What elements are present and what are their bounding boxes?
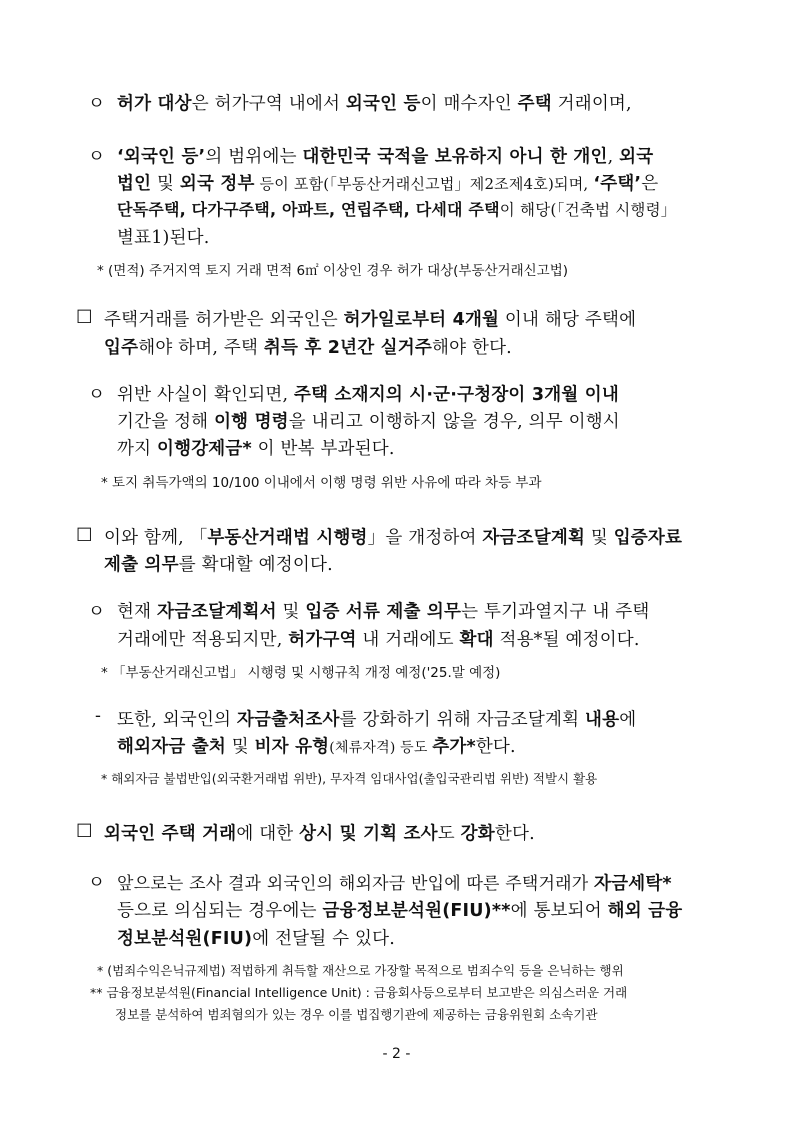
- text: 에: [619, 710, 637, 730]
- bullet-circle: ㅇ: [88, 873, 106, 893]
- paragraph-3-line-2: [104, 334, 512, 359]
- paragraph-1-line-1: [117, 90, 632, 115]
- bold-text: 제출 의무: [104, 555, 179, 575]
- paragraph-2-line-2: [117, 170, 658, 195]
- text: 및: [151, 174, 180, 194]
- bold-text: 외국인 등: [345, 94, 421, 114]
- text: 이 해당(「건축법 시행령」: [499, 201, 677, 219]
- bold-text: 상시 및 기획 조사: [299, 824, 438, 844]
- bold-text: 허가일로부터 4개월: [343, 310, 500, 330]
- bold-text: 부동산거래법 시행령: [207, 528, 368, 548]
- text: 를 확대할 예정이다.: [178, 555, 333, 575]
- text: 에 전달될 수 있다.: [252, 929, 395, 949]
- footnote: * 「부동산거래신고법」 시행령 및 시행규칙 개정 예정('25.말 예정): [101, 665, 501, 681]
- text: 을 내리고 이행하지 않을 경우, 의무 이행시: [288, 412, 620, 432]
- bold-text: 법인: [117, 174, 152, 194]
- bold-text: 자금조달계획: [482, 528, 586, 548]
- text: 를 강화하기 위해 자금조달계획: [339, 710, 585, 730]
- paragraph-2-line-3: [117, 197, 676, 220]
- text: 또한, 외국인의: [117, 710, 237, 730]
- bullet-circle: ㅇ: [88, 147, 106, 167]
- text: 해야 한다.: [432, 338, 512, 358]
- text: 내 거래에도: [356, 630, 460, 650]
- paragraph-9-line-2: [117, 897, 682, 922]
- text: 현재: [117, 602, 157, 622]
- bold-text: 허가 대상: [117, 94, 192, 114]
- text: ,: [607, 147, 620, 167]
- bold-text: 금융정보분석원(FIU)**: [322, 901, 511, 921]
- text: 에 통보되어: [510, 901, 608, 921]
- bold-text: 해외 금융: [607, 901, 683, 921]
- text: 및: [585, 528, 614, 548]
- bold-text: 취득 후 2년간 실거주: [263, 338, 432, 358]
- text: 주택거래를 허가받은 외국인은: [104, 310, 344, 330]
- paragraph-3-line-1: [104, 306, 636, 331]
- paragraph-9-line-1: [117, 869, 672, 895]
- bold-text: 주택 소재지의 시·군·구청장이 3개월 이내: [294, 385, 619, 405]
- paragraph-2-line-4: 별표1)된다.: [117, 228, 210, 248]
- paragraph-6-line-2: [117, 626, 640, 651]
- paragraph-4-line-1: [117, 381, 619, 406]
- bold-text: 입증자료: [613, 528, 683, 548]
- footnote: * (면적) 주거지역 토지 거래 면적 6㎡ 이상인 경우 허가 대상(부동산거래신고법): [97, 263, 569, 279]
- bold-text: 입증 서류 제출 의무: [305, 602, 462, 622]
- bold-text: 외국 정부: [179, 174, 255, 194]
- bold-text: 외국: [619, 147, 654, 167]
- text: 까지: [117, 439, 157, 459]
- paragraph-5-line-2: [104, 551, 333, 576]
- bold-text: 자금조달계획서: [156, 602, 277, 622]
- text: 및: [276, 602, 306, 622]
- bold-text: 이행 명령: [214, 412, 289, 432]
- text: 이와 함께, 「: [104, 528, 208, 548]
- text: 적용*될 예정이다.: [493, 630, 640, 650]
- bold-text: 자금세탁*: [594, 874, 672, 894]
- text: 의 범위에는: [205, 147, 303, 167]
- paragraph-8-line-1: [104, 820, 535, 845]
- bold-text: 허가구역: [288, 630, 357, 650]
- bold-text: 대한민국 국적을 보유하지 아니 한 개인: [302, 147, 608, 167]
- bullet-circle: ㅇ: [88, 385, 106, 405]
- text: 은: [641, 174, 659, 194]
- text: 해야 하며, 주택: [138, 338, 264, 358]
- paragraph-2-line-1: [117, 143, 653, 168]
- bold-text: 주택: [517, 94, 552, 114]
- footnote: ** 금융정보분석원(Financial Intelligence Unit) : 금융회사등으로부터 보고받은 의심스러운 거래: [90, 985, 628, 1000]
- bold-text: 입주: [104, 338, 139, 358]
- paragraph-4-line-2: [117, 408, 620, 433]
- paragraph-9-line-3: [117, 925, 395, 950]
- bold-text: 추가*: [432, 737, 476, 757]
- bullet-dash: -: [95, 706, 102, 726]
- text: 한다.: [494, 824, 535, 844]
- paragraph-7-line-2: [117, 733, 516, 758]
- footnote: 정보를 분석하여 범죄혐의가 있는 경우 이를 법집행기관에 제공하는 금융위원회 소속기관: [115, 1007, 598, 1022]
- text: 」을 개정하여: [367, 528, 483, 548]
- paragraph-5-line-1: [104, 524, 682, 549]
- bullet-square: □: [76, 306, 93, 326]
- bold-text: 강화: [460, 824, 495, 844]
- paragraph-4-line-3: [117, 435, 395, 460]
- text: 거래에만 적용되지만,: [117, 630, 289, 650]
- text: 이내 해당 주택에: [499, 310, 637, 330]
- footnote: * 해외자금 불법반입(외국환거래법 위반), 무자격 임대사업(출입국관리법 위반) 적발시 활용: [101, 771, 598, 786]
- text: 거래이며,: [551, 94, 632, 114]
- text: 기간을 정해: [117, 412, 215, 432]
- bullet-circle: ㅇ: [88, 602, 106, 622]
- bold-text: 이행강제금*: [156, 439, 252, 459]
- bold-text: ‘주택’: [593, 174, 642, 194]
- text: 등이 포함(「부동산거래신고법」제2조제4호)되며,: [254, 175, 594, 193]
- bullet-circle: ㅇ: [88, 94, 106, 114]
- text: (체류자격) 등도: [329, 740, 433, 756]
- bold-text: 단독주택, 다가구주택, 아파트, 연립주택, 다세대 주택: [117, 200, 500, 219]
- paragraph-6-line-1: [117, 598, 649, 623]
- text: 위반 사실이 확인되면,: [117, 385, 294, 405]
- footnote: * 토지 취득가액의 10/100 이내에서 이행 명령 위반 사유에 따라 차등 부과: [101, 475, 542, 491]
- bold-text: 해외자금 출처: [117, 737, 226, 757]
- bold-text: 비자 유형: [254, 737, 330, 757]
- text: 에 대한: [236, 824, 300, 844]
- bold-text: 확대: [459, 630, 494, 650]
- footnote: * (범죄수익은닉규제법) 적법하게 취득할 재산으로 가장할 목적으로 범죄수익 등을 은닉하는 행위: [97, 963, 624, 978]
- paragraph-7-line-1: [117, 706, 636, 731]
- text: 이 매수자인: [420, 94, 518, 114]
- page-number: - 2 -: [382, 1046, 411, 1062]
- text: 도: [437, 824, 461, 844]
- text: 및: [225, 737, 255, 757]
- bold-text: 자금출처조사: [236, 710, 340, 730]
- text: 등으로 의심되는 경우에는: [117, 901, 323, 921]
- bullet-square: □: [76, 524, 93, 544]
- text: 이 반복 부과된다.: [251, 439, 395, 459]
- bold-text: 외국인 주택 거래: [104, 824, 237, 844]
- bold-text: 내용: [584, 710, 620, 730]
- text: 은 허가구역 내에서: [191, 94, 346, 114]
- bold-text: ‘외국인 등’: [117, 147, 206, 167]
- text: 는 투기과열지구 내 주택: [461, 602, 650, 622]
- bold-text: 정보분석원(FIU): [117, 929, 253, 949]
- bullet-square: □: [76, 820, 93, 840]
- text: 한다.: [475, 737, 516, 757]
- text: 앞으로는 조사 결과 외국인의 해외자금 반입에 따른 주택거래가: [117, 874, 595, 894]
